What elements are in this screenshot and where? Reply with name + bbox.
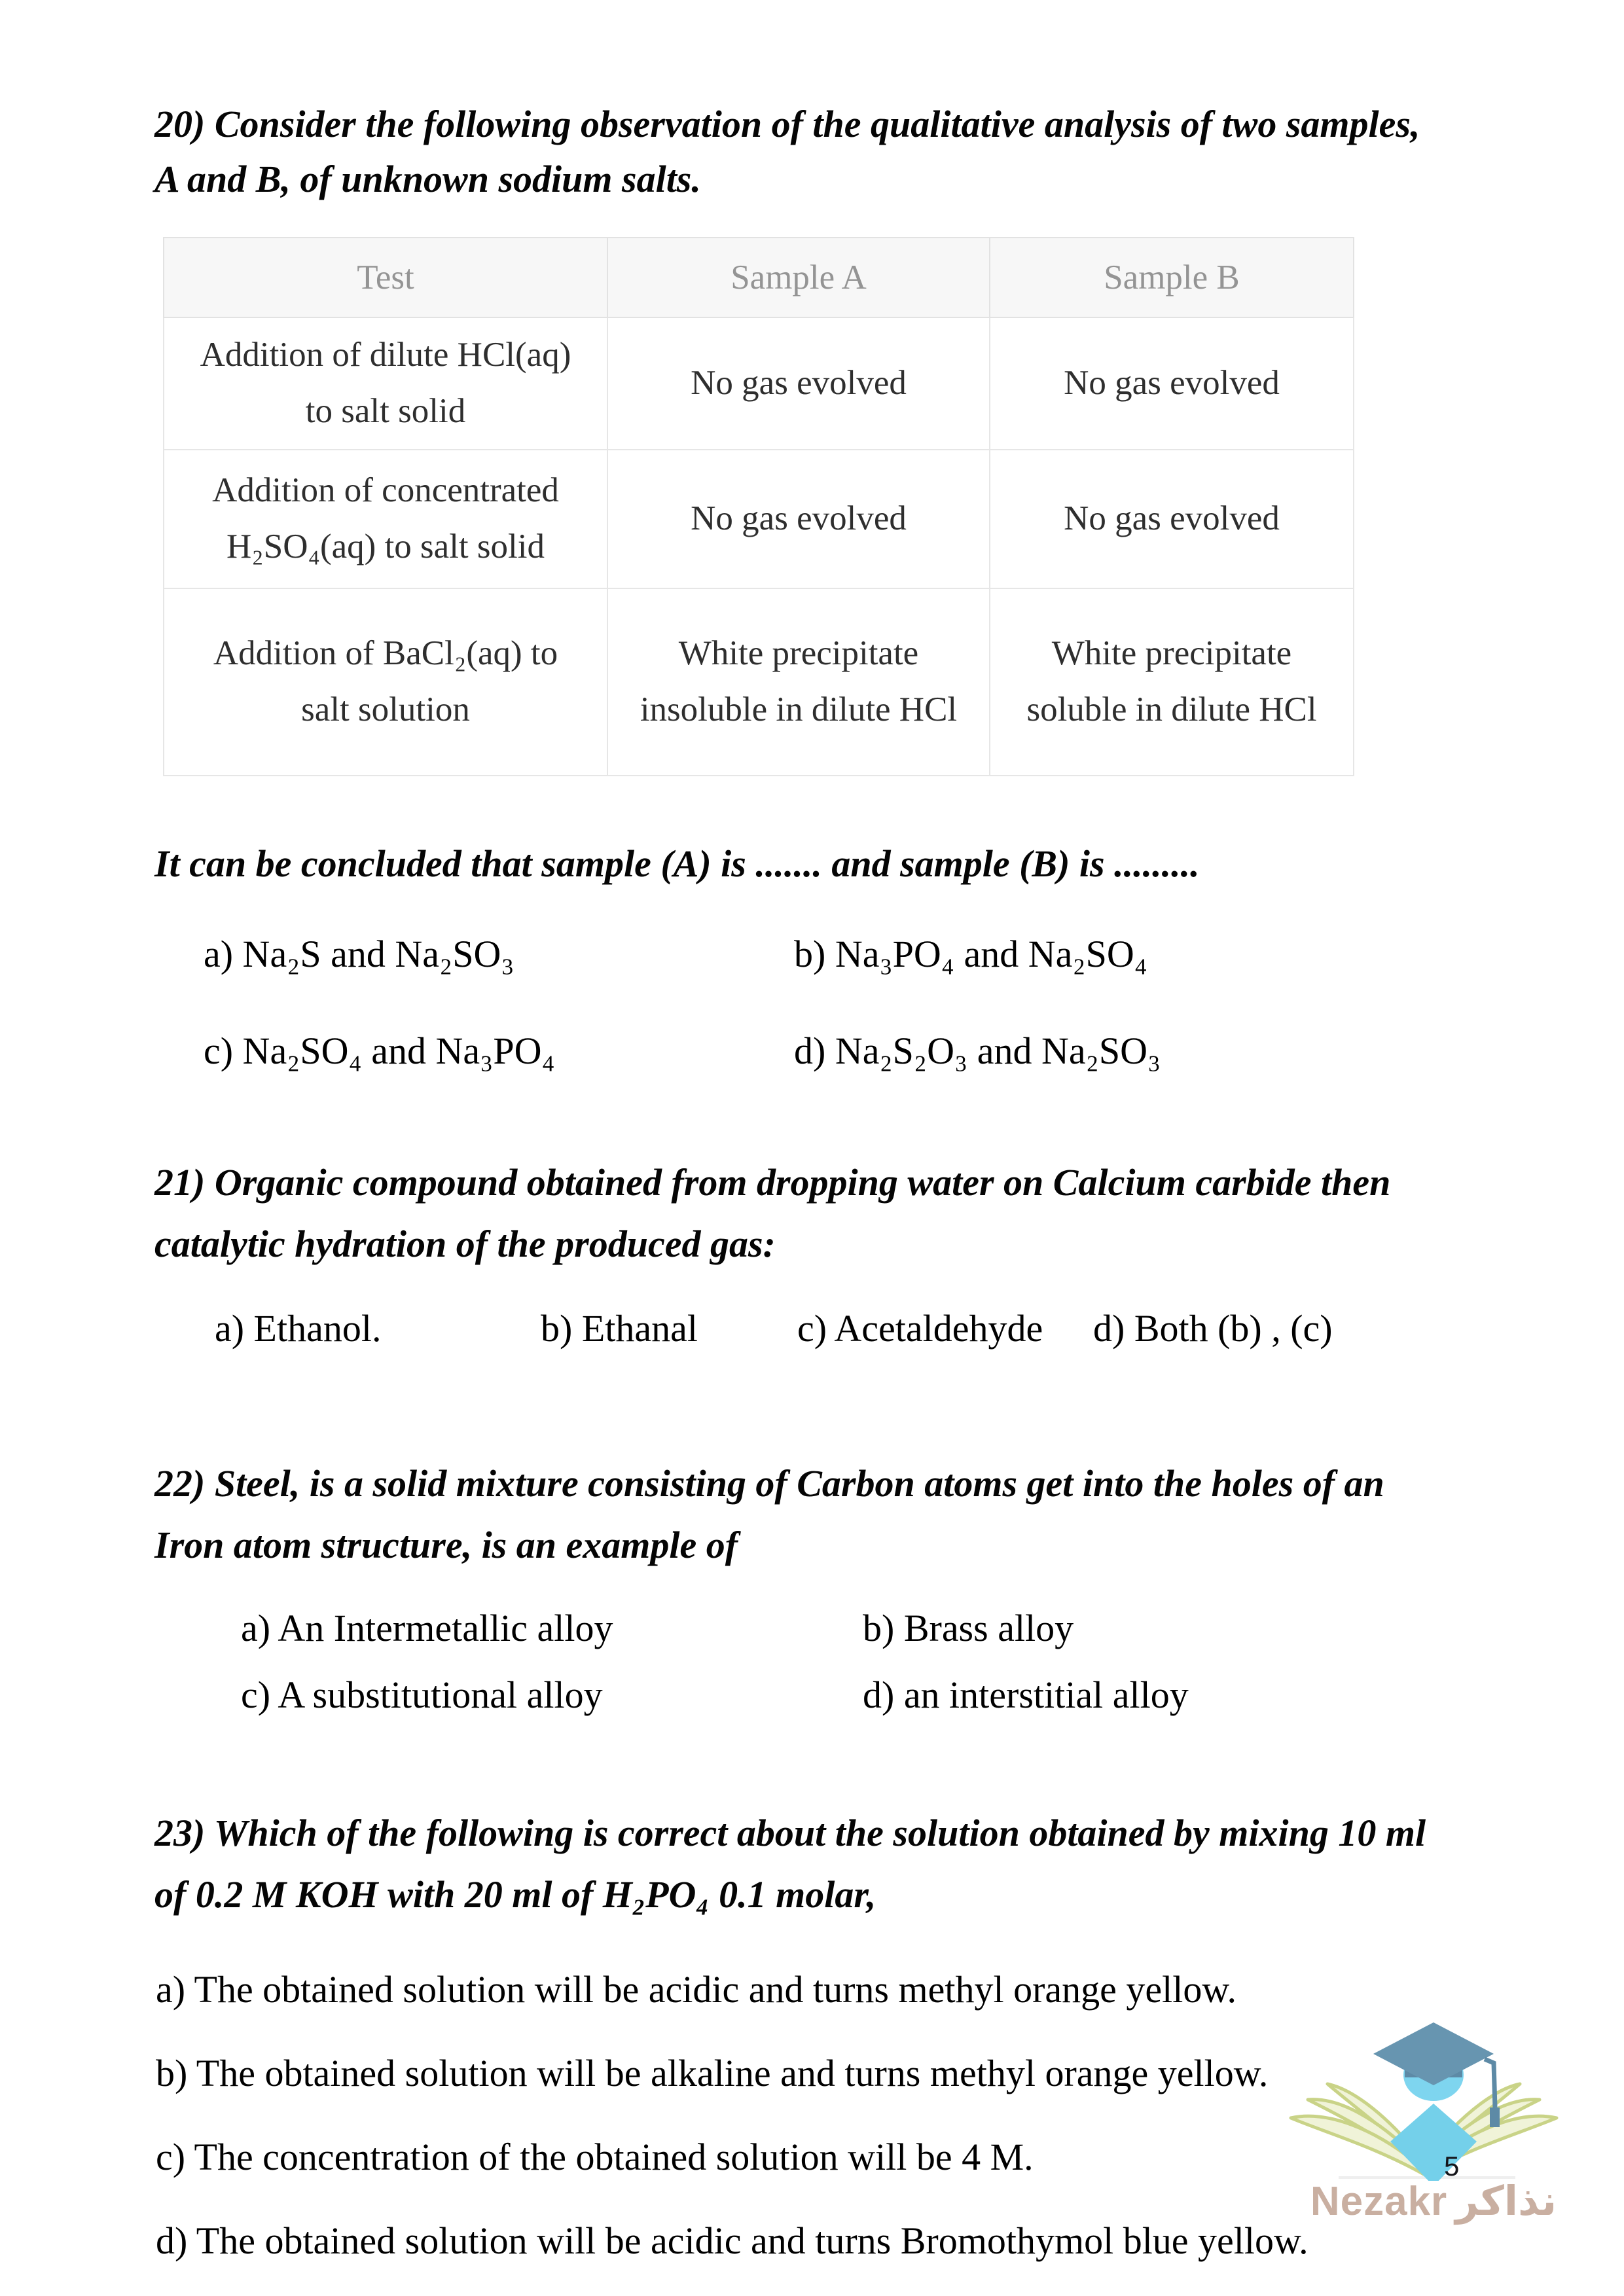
question-20-option-c: c) Na₂SO₄ and Na₃PO₄: [204, 1030, 555, 1073]
row1-sample-b-cell: No gas evolved: [990, 317, 1354, 450]
row1-sample-a-cell: No gas evolved: [607, 317, 990, 450]
question-22-option-d: d) an interstitial alloy: [863, 1674, 1189, 1717]
question-22-stem: [154, 1453, 1474, 1576]
question-21-stem: [154, 1152, 1474, 1275]
question-23-stem-line-1: 23) Which of the following is correct about the solution obtained by mixing 10 ml: [154, 1812, 1426, 1855]
question-23-option-b: b) The obtained solution will be alkaline and turns methyl orange yellow.: [156, 2052, 1269, 2095]
question-22-options-row-2: [241, 1668, 1474, 1723]
question-21-option-c: c) Acetaldehyde: [797, 1307, 1043, 1350]
row2-sample-a-cell: No gas evolved: [607, 450, 990, 588]
question-20-stem-line-2: A and B, of unknown sodium salts.: [154, 158, 701, 201]
question-22-options-row-1: [241, 1601, 1474, 1656]
question-20-conclusion: It can be concluded that sample (A) is ....... and sample (B) is .........: [154, 842, 1200, 885]
question-23-stem-line-2: of 0.2 M KOH with 20 ml of H₂PO₄ 0.1 molar,: [154, 1873, 876, 1916]
question-21-option-b: b) Ethanal: [541, 1307, 698, 1350]
header-cell-sample-b: Sample B: [990, 238, 1354, 317]
question-22-stem-line-2: Iron atom structure, is an example of: [154, 1524, 738, 1567]
question-21-options: [154, 1301, 1474, 1356]
nezakr-wordmark: [1276, 2177, 1591, 2225]
row3-sample-b-cell: White precipitate soluble in dilute HCl: [990, 588, 1354, 776]
row2-sample-b-cell: No gas evolved: [990, 450, 1354, 588]
nezakr-wordmark-arabic: نذاكر: [1455, 2179, 1557, 2224]
question-21-stem-line-1: 21) Organic compound obtained from dropping water on Calcium carbide then: [154, 1161, 1391, 1204]
question-21-option-a: a) Ethanol.: [215, 1307, 382, 1350]
row3-sample-a-cell: White precipitate insoluble in dilute HCl: [607, 588, 990, 776]
question-20-option-d: d) Na₂S₂O₃ and Na₂SO₃: [794, 1030, 1161, 1073]
question-22-option-a: a) An Intermetallic alloy: [241, 1607, 613, 1650]
question-21-option-d: d) Both (b) , (c): [1093, 1307, 1333, 1350]
table-row: [164, 317, 1354, 450]
question-20-option-a: a) Na₂S and Na₂SO₃: [204, 933, 514, 975]
question-20-options-row-1: [204, 927, 1474, 982]
table-row: [164, 450, 1354, 588]
page-number: 5: [1444, 2151, 1460, 2181]
question-20-options-row-2: [204, 1024, 1474, 1079]
question-22-option-b: b) Brass alloy: [863, 1607, 1074, 1650]
question-22-options: [154, 1601, 1474, 1723]
question-20-options: [154, 927, 1474, 1079]
question-20-stem: [154, 97, 1474, 207]
header-cell-sample-a: Sample A: [607, 238, 990, 317]
observations-table: [163, 237, 1354, 776]
question-20-option-b: b) Na₃PO₄ and Na₂SO₄: [794, 933, 1147, 975]
question-22-option-c: c) A substitutional alloy: [241, 1674, 603, 1717]
question-23-option-a: a) The obtained solution will be acidic and turns methyl orange yellow.: [156, 1968, 1236, 2011]
row1-test-cell: Addition of dilute HCl(aq) to salt solid: [164, 317, 607, 450]
header-cell-test: Test: [164, 238, 607, 317]
page-content: [154, 97, 1474, 2296]
observations-table-header-row: [164, 238, 1354, 317]
table-row: [164, 588, 1354, 776]
nezakr-wordmark-latin: Nezakr: [1310, 2179, 1448, 2224]
nezakr-logo: [1276, 2017, 1591, 2225]
question-23-option-c: c) The concentration of the obtained solution will be 4 M.: [156, 2136, 1034, 2179]
question-21-stem-line-2: catalytic hydration of the produced gas:: [154, 1223, 776, 1266]
question-23-stem: [154, 1803, 1474, 1926]
row2-test-cell: Addition of concentrated H₂SO₄(aq) to salt solid: [164, 450, 607, 588]
question-20-stem-line-1: 20) Consider the following observation of the qualitative analysis of two samples,: [154, 103, 1420, 145]
row3-test-cell: Addition of BaCl₂(aq) to salt solution: [164, 588, 607, 776]
question-23-option-d: d) The obtained solution will be acidic and turns Bromothymol blue yellow.: [156, 2219, 1308, 2263]
graduate-book-icon: [1276, 2017, 1591, 2181]
question-22-stem-line-1: 22) Steel, is a solid mixture consisting of Carbon atoms get into the holes of an: [154, 1462, 1384, 1505]
